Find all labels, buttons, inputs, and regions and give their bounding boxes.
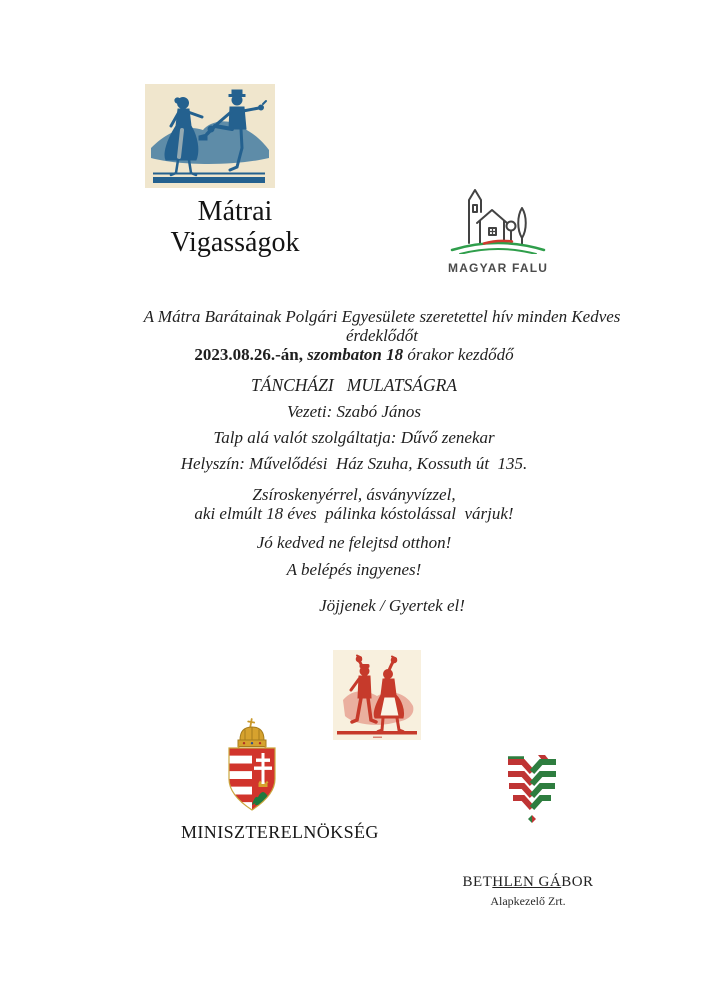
event-music: Talp alá valót szolgáltatja: Dűvő zenekar xyxy=(213,428,495,447)
good-mood-line: Jó kedved ne felejtsd otthon! xyxy=(256,533,452,552)
event-leader: Vezeti: Szabó János xyxy=(286,402,422,421)
bethlen-gabor-wordmark xyxy=(455,874,601,909)
ministry-label: MINISZTERELNÖKSÉG xyxy=(181,822,379,842)
date-day: szombaton 18 xyxy=(307,345,408,364)
date-suffix: órakor kezdődő xyxy=(407,345,514,364)
closing-line: Jöjjenek / Gyertek el! xyxy=(319,596,465,615)
date-line xyxy=(0,345,708,364)
event-title: TÁNCHÁZI MULATSÁGRA xyxy=(251,375,457,395)
magyar-falu-village-icon xyxy=(448,186,548,254)
date-prefix: 2023.08.26.-án, xyxy=(194,345,308,364)
magyar-falu-label: MAGYAR FALU xyxy=(448,261,549,275)
event-venue: Helyszín: Művelődési Ház Szuha, Kossuth út 135. xyxy=(180,454,528,473)
magyar-falu-logo xyxy=(448,186,548,275)
bethlen-shield-logo-icon xyxy=(501,752,563,830)
bethlen-name-part3: BOR xyxy=(561,874,594,890)
bethlen-gabor-subtitle: Alapkezelő Zrt. xyxy=(490,894,566,908)
refreshments-line2: aki elmúlt 18 éves pálinka kóstolással várjuk! xyxy=(194,504,514,523)
bethlen-name-part1: BET xyxy=(462,874,493,890)
intro-paragraph xyxy=(28,307,708,345)
bethlen-gabor-name xyxy=(455,874,601,891)
intro-line1: A Mátra Barátainak Polgári Egyesülete szeretettel hív minden Kedves xyxy=(143,307,621,326)
page-title xyxy=(140,196,330,258)
invitation-text xyxy=(0,307,708,615)
free-entry-line: A belépés ingyenes! xyxy=(286,560,422,579)
page-title-line1: Mátrai xyxy=(197,196,273,227)
hungary-coat-of-arms-icon xyxy=(225,717,279,813)
intro-line2: érdeklődőt xyxy=(345,326,419,345)
blue-folk-dancers-illustration-icon xyxy=(145,84,275,188)
red-folk-dancers-illustration-icon xyxy=(333,650,421,740)
bethlen-name-part2: HLEN GÁ xyxy=(492,874,562,890)
page-title-line2: Vigasságok xyxy=(170,227,300,258)
refreshments-line1: Zsíroskenyérrel, ásványvízzel, xyxy=(252,485,456,504)
